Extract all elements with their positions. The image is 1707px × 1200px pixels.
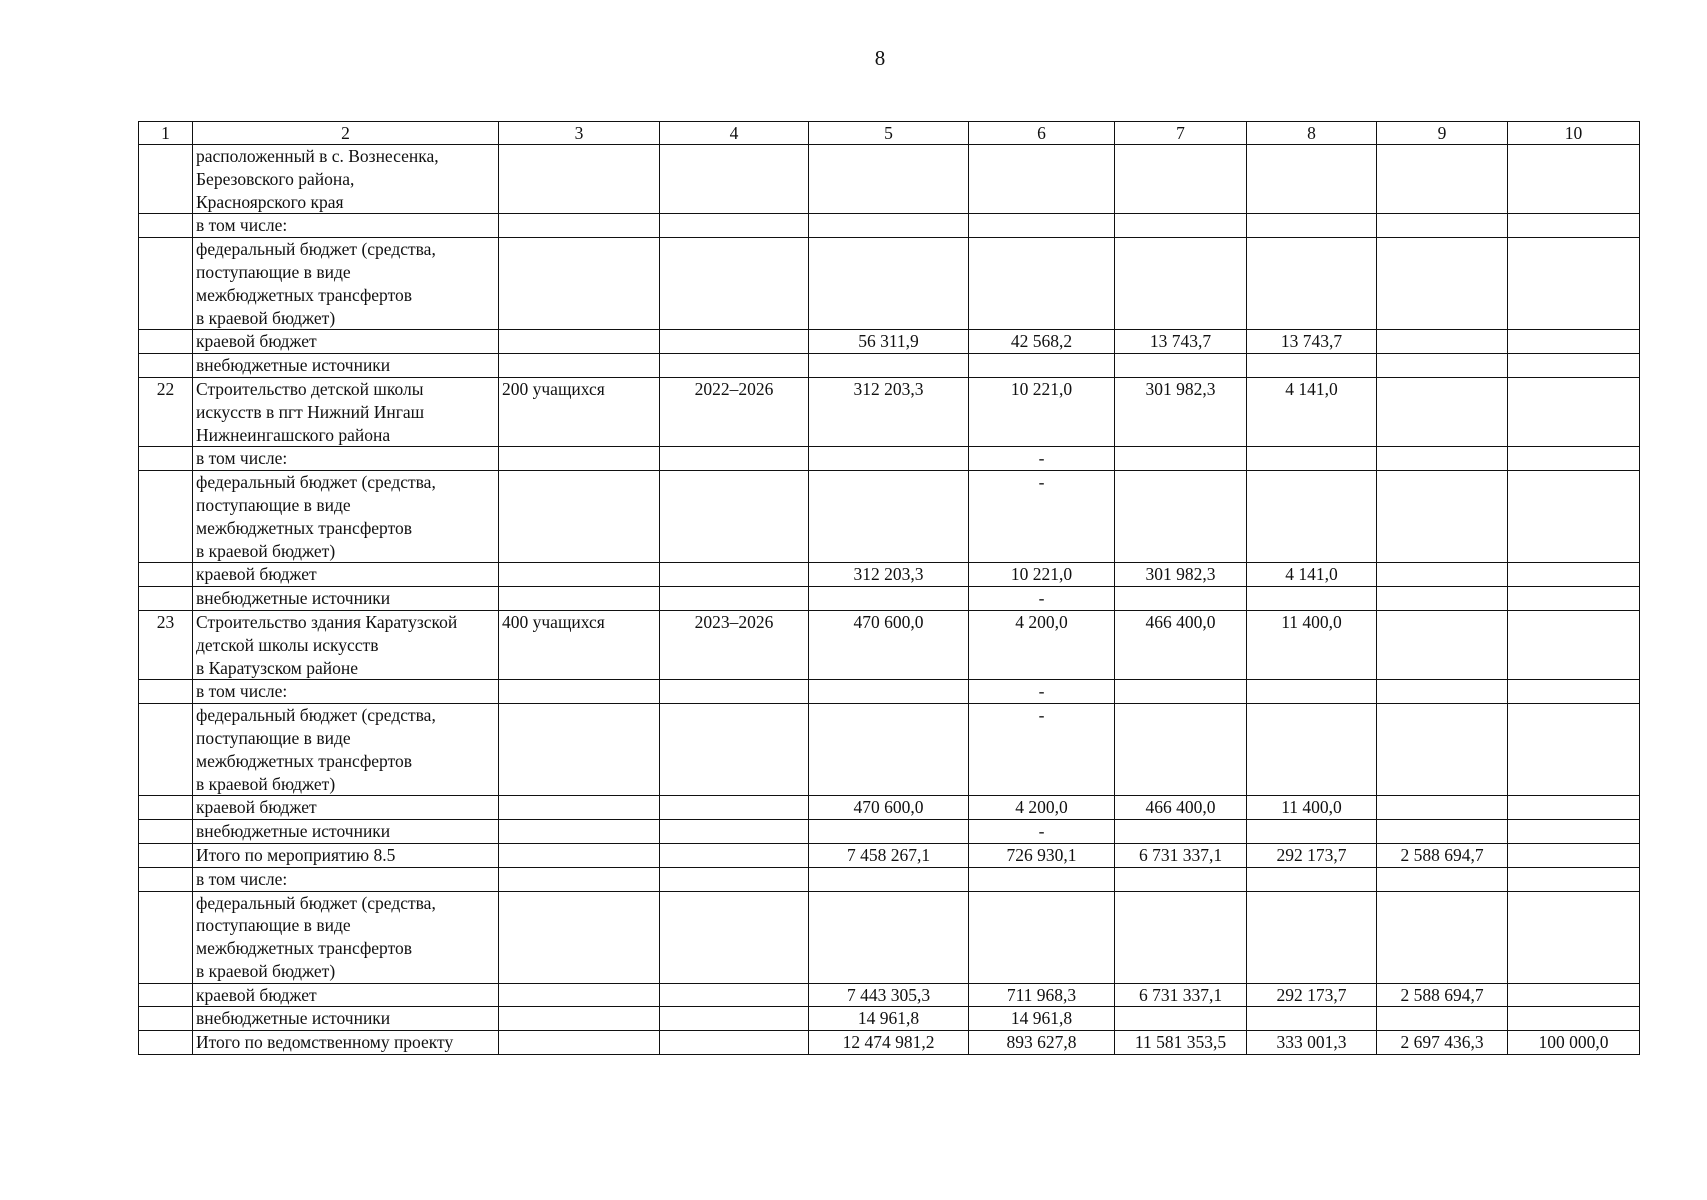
item-name-cell: Итого по мероприятию 8.5 [193, 843, 499, 867]
capacity-cell [499, 680, 660, 704]
value-cell: 6 731 337,1 [1115, 983, 1247, 1007]
budget-table [138, 121, 1640, 1055]
table-row [139, 471, 1640, 563]
row-number-cell [139, 447, 193, 471]
value-cell [1247, 238, 1377, 330]
value-cell [1377, 471, 1508, 563]
value-cell [1247, 820, 1377, 844]
table-row [139, 820, 1640, 844]
column-header: 9 [1377, 122, 1508, 145]
value-cell: 466 400,0 [1115, 610, 1247, 679]
value-cell: 2 697 436,3 [1377, 1031, 1508, 1055]
value-cell [969, 238, 1115, 330]
value-cell: 13 743,7 [1247, 330, 1377, 354]
years-cell [660, 354, 809, 378]
value-cell [969, 145, 1115, 214]
value-cell [1115, 891, 1247, 983]
table-row [139, 610, 1640, 679]
item-name-cell: Итого по ведомственному проекту [193, 1031, 499, 1055]
years-cell [660, 983, 809, 1007]
capacity-cell [499, 867, 660, 891]
value-cell [1377, 563, 1508, 587]
value-cell [1377, 820, 1508, 844]
value-cell: 42 568,2 [969, 330, 1115, 354]
value-cell: 466 400,0 [1115, 796, 1247, 820]
years-cell [660, 447, 809, 471]
table-row [139, 563, 1640, 587]
value-cell [1115, 704, 1247, 796]
value-cell [809, 145, 969, 214]
row-number-cell: 23 [139, 610, 193, 679]
item-name-cell: Строительство детской школы искусств в пгт Нижний Ингаш Нижнеингашского района [193, 377, 499, 446]
capacity-cell [499, 563, 660, 587]
value-cell: 4 141,0 [1247, 563, 1377, 587]
value-cell: 11 400,0 [1247, 610, 1377, 679]
value-cell [1508, 820, 1640, 844]
value-cell [969, 354, 1115, 378]
table-row [139, 680, 1640, 704]
value-cell [1377, 704, 1508, 796]
value-cell: 100 000,0 [1508, 1031, 1640, 1055]
value-cell [1508, 330, 1640, 354]
item-name-cell: в том числе: [193, 680, 499, 704]
value-cell [1377, 796, 1508, 820]
value-cell: 301 982,3 [1115, 563, 1247, 587]
value-cell: 4 200,0 [969, 796, 1115, 820]
value-cell [809, 214, 969, 238]
capacity-cell [499, 471, 660, 563]
row-number-cell [139, 843, 193, 867]
value-cell [1115, 867, 1247, 891]
row-number-cell [139, 330, 193, 354]
row-number-cell [139, 563, 193, 587]
value-cell [1247, 447, 1377, 471]
value-cell [1377, 330, 1508, 354]
value-cell [969, 891, 1115, 983]
years-cell [660, 330, 809, 354]
table-row [139, 587, 1640, 611]
capacity-cell [499, 354, 660, 378]
row-number-cell [139, 820, 193, 844]
table-row [139, 330, 1640, 354]
item-name-cell: Строительство здания Каратузской детской школы искусств в Каратузском районе [193, 610, 499, 679]
item-name-cell: в том числе: [193, 447, 499, 471]
capacity-cell [499, 983, 660, 1007]
row-number-cell [139, 891, 193, 983]
value-cell [969, 214, 1115, 238]
column-header: 10 [1508, 122, 1640, 145]
value-cell [1377, 1007, 1508, 1031]
column-header: 5 [809, 122, 969, 145]
table-row [139, 214, 1640, 238]
value-cell [1508, 680, 1640, 704]
value-cell: 292 173,7 [1247, 983, 1377, 1007]
value-cell [1247, 1007, 1377, 1031]
value-cell [1377, 214, 1508, 238]
years-cell [660, 563, 809, 587]
value-cell: 893 627,8 [969, 1031, 1115, 1055]
table-row [139, 983, 1640, 1007]
value-cell [1247, 704, 1377, 796]
value-cell [1115, 447, 1247, 471]
value-cell: 301 982,3 [1115, 377, 1247, 446]
row-number-cell [139, 238, 193, 330]
item-name-cell: краевой бюджет [193, 330, 499, 354]
column-header: 2 [193, 122, 499, 145]
value-cell [809, 354, 969, 378]
value-cell: 470 600,0 [809, 796, 969, 820]
item-name-cell: федеральный бюджет (средства, поступающие в виде межбюджетных трансфертов в краевой бюджет) [193, 238, 499, 330]
value-cell: 11 581 353,5 [1115, 1031, 1247, 1055]
table-row [139, 145, 1640, 214]
years-cell: 2022–2026 [660, 377, 809, 446]
value-cell [1247, 587, 1377, 611]
table-row [139, 843, 1640, 867]
value-cell [1377, 587, 1508, 611]
value-cell [969, 867, 1115, 891]
value-cell [1508, 377, 1640, 446]
value-cell [809, 587, 969, 611]
value-cell [809, 238, 969, 330]
value-cell: - [969, 587, 1115, 611]
row-number-cell [139, 796, 193, 820]
value-cell: 4 141,0 [1247, 377, 1377, 446]
table-row [139, 354, 1640, 378]
column-header: 7 [1115, 122, 1247, 145]
value-cell: 292 173,7 [1247, 843, 1377, 867]
value-cell: 10 221,0 [969, 377, 1115, 446]
value-cell [1508, 214, 1640, 238]
value-cell: 470 600,0 [809, 610, 969, 679]
table-row [139, 891, 1640, 983]
row-number-cell: 22 [139, 377, 193, 446]
table-body [139, 145, 1640, 1055]
value-cell: 13 743,7 [1115, 330, 1247, 354]
table-row [139, 377, 1640, 446]
value-cell [1247, 471, 1377, 563]
value-cell [1115, 145, 1247, 214]
value-cell [809, 704, 969, 796]
value-cell [1377, 867, 1508, 891]
capacity-cell [499, 891, 660, 983]
column-header: 3 [499, 122, 660, 145]
item-name-cell: расположенный в с. Вознесенка, Березовского района, Красноярского края [193, 145, 499, 214]
value-cell: 711 968,3 [969, 983, 1115, 1007]
row-number-cell [139, 587, 193, 611]
table-row [139, 238, 1640, 330]
value-cell [1115, 1007, 1247, 1031]
value-cell [809, 680, 969, 704]
item-name-cell: краевой бюджет [193, 563, 499, 587]
value-cell [1247, 891, 1377, 983]
item-name-cell: внебюджетные источники [193, 820, 499, 844]
capacity-cell [499, 587, 660, 611]
table-row [139, 704, 1640, 796]
capacity-cell [499, 843, 660, 867]
years-cell [660, 867, 809, 891]
row-number-cell [139, 867, 193, 891]
row-number-cell [139, 680, 193, 704]
table-row [139, 1007, 1640, 1031]
years-cell [660, 214, 809, 238]
value-cell [1508, 447, 1640, 471]
value-cell: - [969, 447, 1115, 471]
value-cell: - [969, 820, 1115, 844]
value-cell: 7 443 305,3 [809, 983, 969, 1007]
value-cell [1508, 471, 1640, 563]
value-cell: 14 961,8 [969, 1007, 1115, 1031]
item-name-cell: внебюджетные источники [193, 354, 499, 378]
years-cell [660, 891, 809, 983]
value-cell: 10 221,0 [969, 563, 1115, 587]
value-cell [1377, 680, 1508, 704]
value-cell [1377, 354, 1508, 378]
capacity-cell [499, 1031, 660, 1055]
value-cell [1377, 145, 1508, 214]
value-cell: 312 203,3 [809, 563, 969, 587]
capacity-cell: 200 учащихся [499, 377, 660, 446]
value-cell: 11 400,0 [1247, 796, 1377, 820]
table-row [139, 867, 1640, 891]
years-cell [660, 145, 809, 214]
value-cell [1247, 680, 1377, 704]
item-name-cell: в том числе: [193, 867, 499, 891]
value-cell [1115, 587, 1247, 611]
value-cell [809, 471, 969, 563]
item-name-cell: федеральный бюджет (средства, поступающие в виде межбюджетных трансфертов в краевой бюджет) [193, 704, 499, 796]
value-cell [1247, 145, 1377, 214]
value-cell: 333 001,3 [1247, 1031, 1377, 1055]
value-cell [1115, 354, 1247, 378]
value-cell [1508, 983, 1640, 1007]
value-cell: 7 458 267,1 [809, 843, 969, 867]
years-cell [660, 820, 809, 844]
value-cell [1508, 563, 1640, 587]
item-name-cell: краевой бюджет [193, 983, 499, 1007]
item-name-cell: федеральный бюджет (средства, поступающие в виде межбюджетных трансфертов в краевой бюджет) [193, 471, 499, 563]
row-number-cell [139, 145, 193, 214]
value-cell [1508, 891, 1640, 983]
value-cell: 726 930,1 [969, 843, 1115, 867]
row-number-cell [139, 1031, 193, 1055]
years-cell: 2023–2026 [660, 610, 809, 679]
row-number-cell [139, 1007, 193, 1031]
column-header: 8 [1247, 122, 1377, 145]
years-cell [660, 471, 809, 563]
row-number-cell [139, 214, 193, 238]
value-cell [809, 447, 969, 471]
years-cell [660, 680, 809, 704]
value-cell [1508, 867, 1640, 891]
value-cell [1508, 843, 1640, 867]
value-cell: 56 311,9 [809, 330, 969, 354]
value-cell: 14 961,8 [809, 1007, 969, 1031]
value-cell [1247, 214, 1377, 238]
row-number-cell [139, 983, 193, 1007]
value-cell [1115, 214, 1247, 238]
years-cell [660, 238, 809, 330]
value-cell: 2 588 694,7 [1377, 843, 1508, 867]
column-header: 4 [660, 122, 809, 145]
capacity-cell [499, 1007, 660, 1031]
column-header: 6 [969, 122, 1115, 145]
item-name-cell: в том числе: [193, 214, 499, 238]
item-name-cell: внебюджетные источники [193, 1007, 499, 1031]
capacity-cell [499, 238, 660, 330]
value-cell [1508, 704, 1640, 796]
years-cell [660, 704, 809, 796]
value-cell [1508, 145, 1640, 214]
value-cell [1508, 354, 1640, 378]
value-cell [1508, 238, 1640, 330]
value-cell: 312 203,3 [809, 377, 969, 446]
value-cell: 12 474 981,2 [809, 1031, 969, 1055]
value-cell: - [969, 471, 1115, 563]
capacity-cell [499, 820, 660, 844]
value-cell [1508, 1007, 1640, 1031]
value-cell [1377, 891, 1508, 983]
value-cell [1508, 610, 1640, 679]
column-header: 1 [139, 122, 193, 145]
years-cell [660, 587, 809, 611]
capacity-cell: 400 учащихся [499, 610, 660, 679]
years-cell [660, 1031, 809, 1055]
capacity-cell [499, 214, 660, 238]
value-cell [1377, 447, 1508, 471]
capacity-cell [499, 330, 660, 354]
item-name-cell: краевой бюджет [193, 796, 499, 820]
value-cell: - [969, 680, 1115, 704]
capacity-cell [499, 704, 660, 796]
value-cell [809, 820, 969, 844]
value-cell: - [969, 704, 1115, 796]
value-cell [1508, 587, 1640, 611]
value-cell [1508, 796, 1640, 820]
years-cell [660, 843, 809, 867]
value-cell: 2 588 694,7 [1377, 983, 1508, 1007]
table-row [139, 1031, 1640, 1055]
value-cell: 6 731 337,1 [1115, 843, 1247, 867]
row-number-cell [139, 704, 193, 796]
item-name-cell: федеральный бюджет (средства, поступающие в виде межбюджетных трансфертов в краевой бюджет) [193, 891, 499, 983]
years-cell [660, 796, 809, 820]
row-number-cell [139, 354, 193, 378]
item-name-cell: внебюджетные источники [193, 587, 499, 611]
value-cell [1377, 377, 1508, 446]
capacity-cell [499, 796, 660, 820]
page-number: 8 [874, 46, 886, 70]
value-cell [1247, 867, 1377, 891]
value-cell [809, 891, 969, 983]
row-number-cell [139, 471, 193, 563]
value-cell [1115, 680, 1247, 704]
capacity-cell [499, 447, 660, 471]
capacity-cell [499, 145, 660, 214]
value-cell [1115, 238, 1247, 330]
column-number-row [139, 122, 1640, 145]
value-cell [809, 867, 969, 891]
table-row [139, 447, 1640, 471]
value-cell [1115, 820, 1247, 844]
value-cell: 4 200,0 [969, 610, 1115, 679]
value-cell [1377, 610, 1508, 679]
value-cell [1377, 238, 1508, 330]
table-row [139, 796, 1640, 820]
value-cell [1115, 471, 1247, 563]
years-cell [660, 1007, 809, 1031]
value-cell [1247, 354, 1377, 378]
